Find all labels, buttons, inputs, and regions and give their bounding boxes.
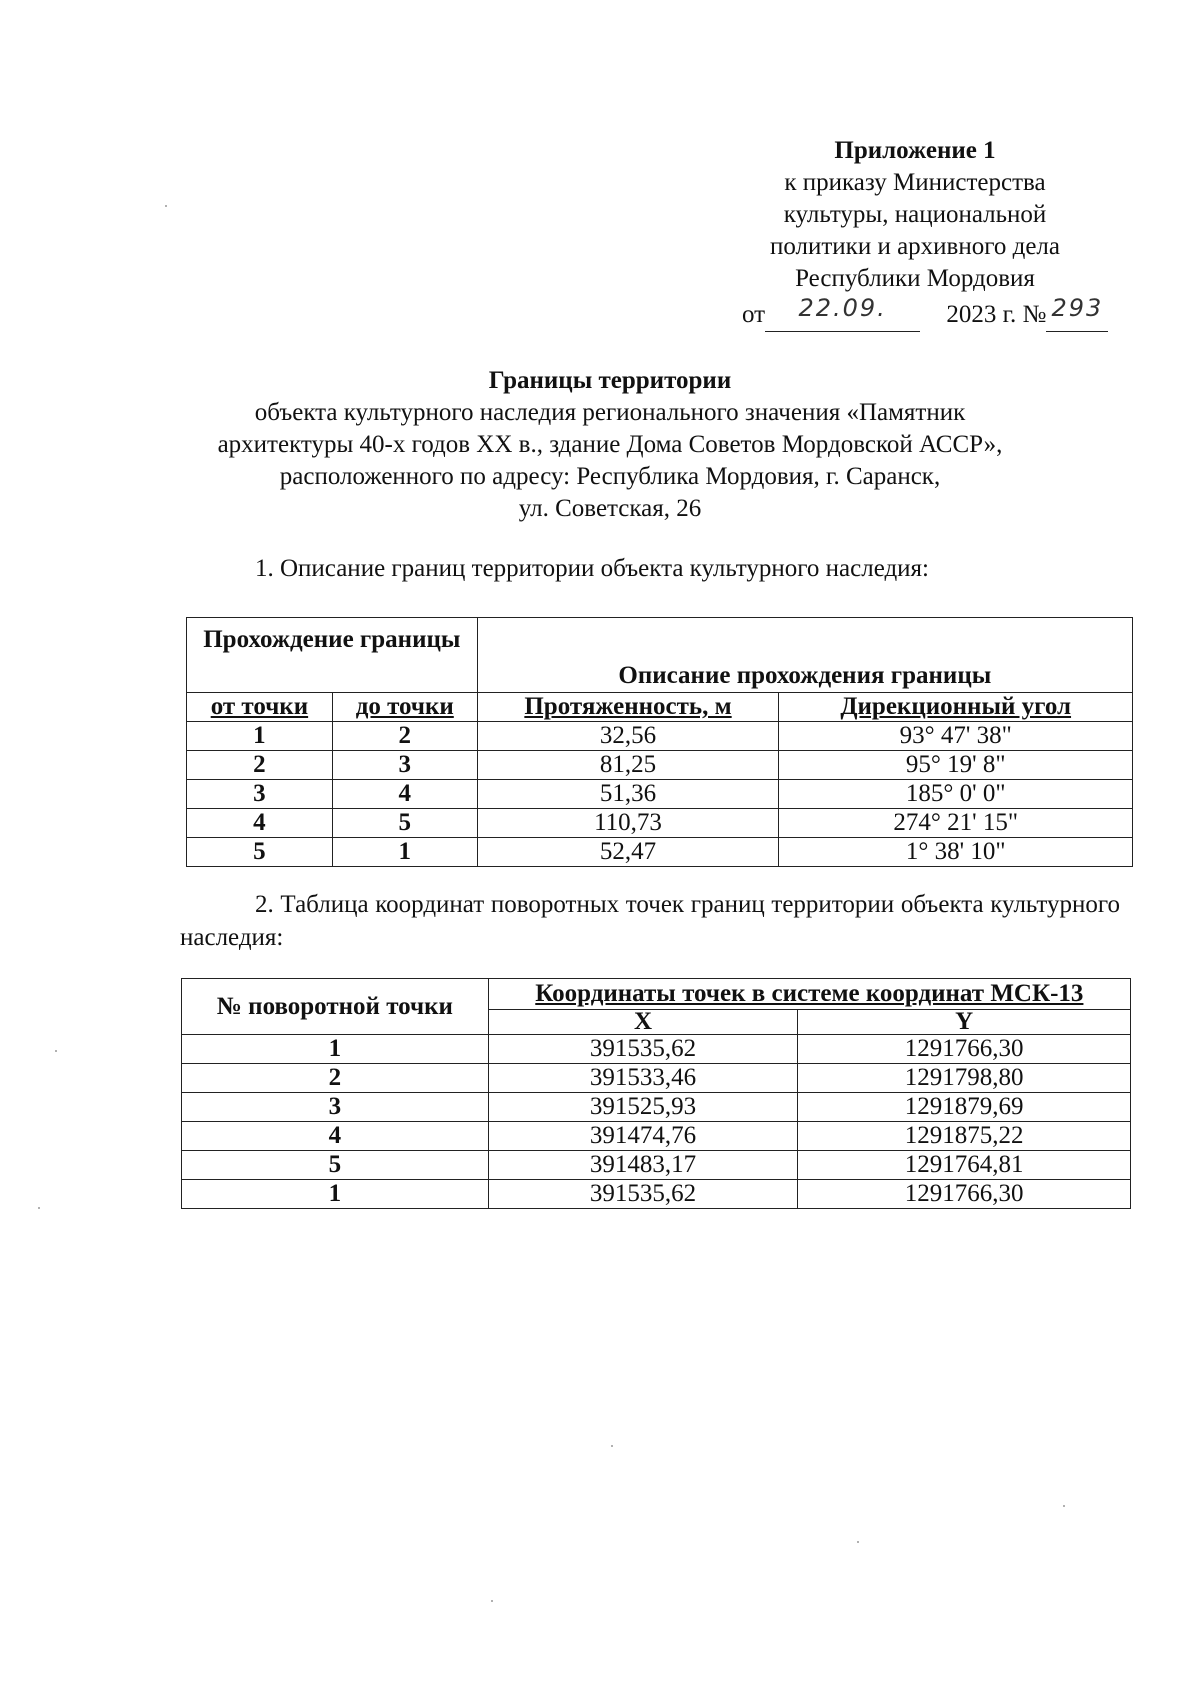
table-row — [182, 1151, 1131, 1180]
appendix-header — [680, 135, 1150, 295]
cell-length: 52,47 — [477, 838, 779, 867]
cell-length: 110,73 — [477, 809, 779, 838]
appendix-line: к приказу Министерства — [784, 169, 1046, 196]
subtitle-line: ул. Советская, 26 — [518, 495, 702, 522]
cell-y: 1291766,30 — [798, 1180, 1131, 1209]
section2-heading-text: 2. Таблица координат поворотных точек границ территории объекта культурного наследия: — [180, 891, 1120, 951]
header-coords: Координаты точек в системе координат МСК-13 — [488, 979, 1130, 1010]
handwritten-date: 22.09. — [798, 294, 887, 322]
cell-angle: 93° 47' 38" — [779, 722, 1133, 751]
order-date-line — [742, 294, 1200, 332]
subtitle-line: архитектуры 40-х годов XX в., здание Дома Советов Мордовской АССР», — [217, 431, 1003, 458]
table-row — [187, 722, 1133, 751]
table-row — [187, 838, 1133, 867]
col-from: от точки — [187, 693, 333, 722]
document-title-block — [170, 365, 1050, 525]
scan-speck — [38, 1207, 40, 1209]
table-row — [182, 1122, 1131, 1151]
header-passage: Прохождение границы — [187, 618, 478, 693]
cell-y: 1291879,69 — [798, 1093, 1131, 1122]
cell-to: 2 — [332, 722, 477, 751]
cell-from: 3 — [187, 780, 333, 809]
cell-y: 1291766,30 — [798, 1035, 1131, 1064]
order-number-field — [1046, 294, 1108, 332]
cell-x: 391525,93 — [488, 1093, 798, 1122]
cell-to: 5 — [332, 809, 477, 838]
boundary-description-table — [186, 617, 1133, 867]
handwritten-number: 293 — [1051, 294, 1104, 322]
cell-point: 5 — [182, 1151, 489, 1180]
cell-point: 2 — [182, 1064, 489, 1093]
document-title: Границы территории — [488, 367, 732, 394]
cell-angle: 95° 19' 8" — [779, 751, 1133, 780]
cell-from: 4 — [187, 809, 333, 838]
cell-length: 81,25 — [477, 751, 779, 780]
appendix-title: Приложение 1 — [834, 137, 996, 164]
section1-heading: 1. Описание границ территории объекта культурного наследия: — [255, 555, 929, 582]
appendix-line: политики и архивного дела — [769, 233, 1061, 260]
col-x: X — [488, 1010, 798, 1035]
scan-speck — [55, 1050, 57, 1052]
scan-speck — [165, 205, 167, 207]
table-row — [182, 1180, 1131, 1209]
cell-x: 391533,46 — [488, 1064, 798, 1093]
cell-angle: 185° 0' 0" — [779, 780, 1133, 809]
cell-x: 391535,62 — [488, 1035, 798, 1064]
cell-x: 391535,62 — [488, 1180, 798, 1209]
scan-speck — [1063, 1505, 1065, 1507]
order-date-field — [765, 294, 920, 332]
coordinates-table — [181, 978, 1131, 1209]
cell-angle: 1° 38' 10" — [779, 838, 1133, 867]
cell-point: 1 — [182, 1180, 489, 1209]
order-year: 2023 г. № — [946, 301, 1047, 328]
subtitle-line: объекта культурного наследия регионального значения «Памятник — [254, 399, 966, 426]
cell-point: 1 — [182, 1035, 489, 1064]
table-row — [182, 1035, 1131, 1064]
table-row — [187, 809, 1133, 838]
table-row — [182, 1093, 1131, 1122]
table-row — [182, 1064, 1131, 1093]
cell-from: 2 — [187, 751, 333, 780]
col-point: № поворотной точки — [182, 979, 489, 1035]
scan-speck — [611, 1445, 613, 1447]
table-row — [187, 780, 1133, 809]
table-row — [187, 751, 1133, 780]
cell-length: 32,56 — [477, 722, 779, 751]
cell-angle: 274° 21' 15" — [779, 809, 1133, 838]
cell-y: 1291764,81 — [798, 1151, 1131, 1180]
order-prefix: от — [742, 301, 766, 328]
cell-x: 391474,76 — [488, 1122, 798, 1151]
cell-x: 391483,17 — [488, 1151, 798, 1180]
col-length: Протяженность, м — [477, 693, 779, 722]
cell-from: 1 — [187, 722, 333, 751]
col-to: до точки — [332, 693, 477, 722]
cell-y: 1291798,80 — [798, 1064, 1131, 1093]
section2-heading — [180, 888, 1120, 954]
appendix-line: Республики Мордовия — [795, 265, 1035, 292]
cell-to: 3 — [332, 751, 477, 780]
cell-length: 51,36 — [477, 780, 779, 809]
subtitle-line: расположенного по адресу: Республика Мордовия, г. Саранск, — [279, 463, 941, 490]
cell-to: 4 — [332, 780, 477, 809]
cell-point: 4 — [182, 1122, 489, 1151]
cell-to: 1 — [332, 838, 477, 867]
cell-point: 3 — [182, 1093, 489, 1122]
scan-speck — [491, 1600, 493, 1602]
scan-speck — [857, 1541, 859, 1543]
cell-y: 1291875,22 — [798, 1122, 1131, 1151]
appendix-line: культуры, национальной — [783, 201, 1047, 228]
cell-from: 5 — [187, 838, 333, 867]
col-y: Y — [798, 1010, 1131, 1035]
header-description: Описание прохождения границы — [477, 618, 1132, 693]
col-angle: Дирекционный угол — [779, 693, 1133, 722]
